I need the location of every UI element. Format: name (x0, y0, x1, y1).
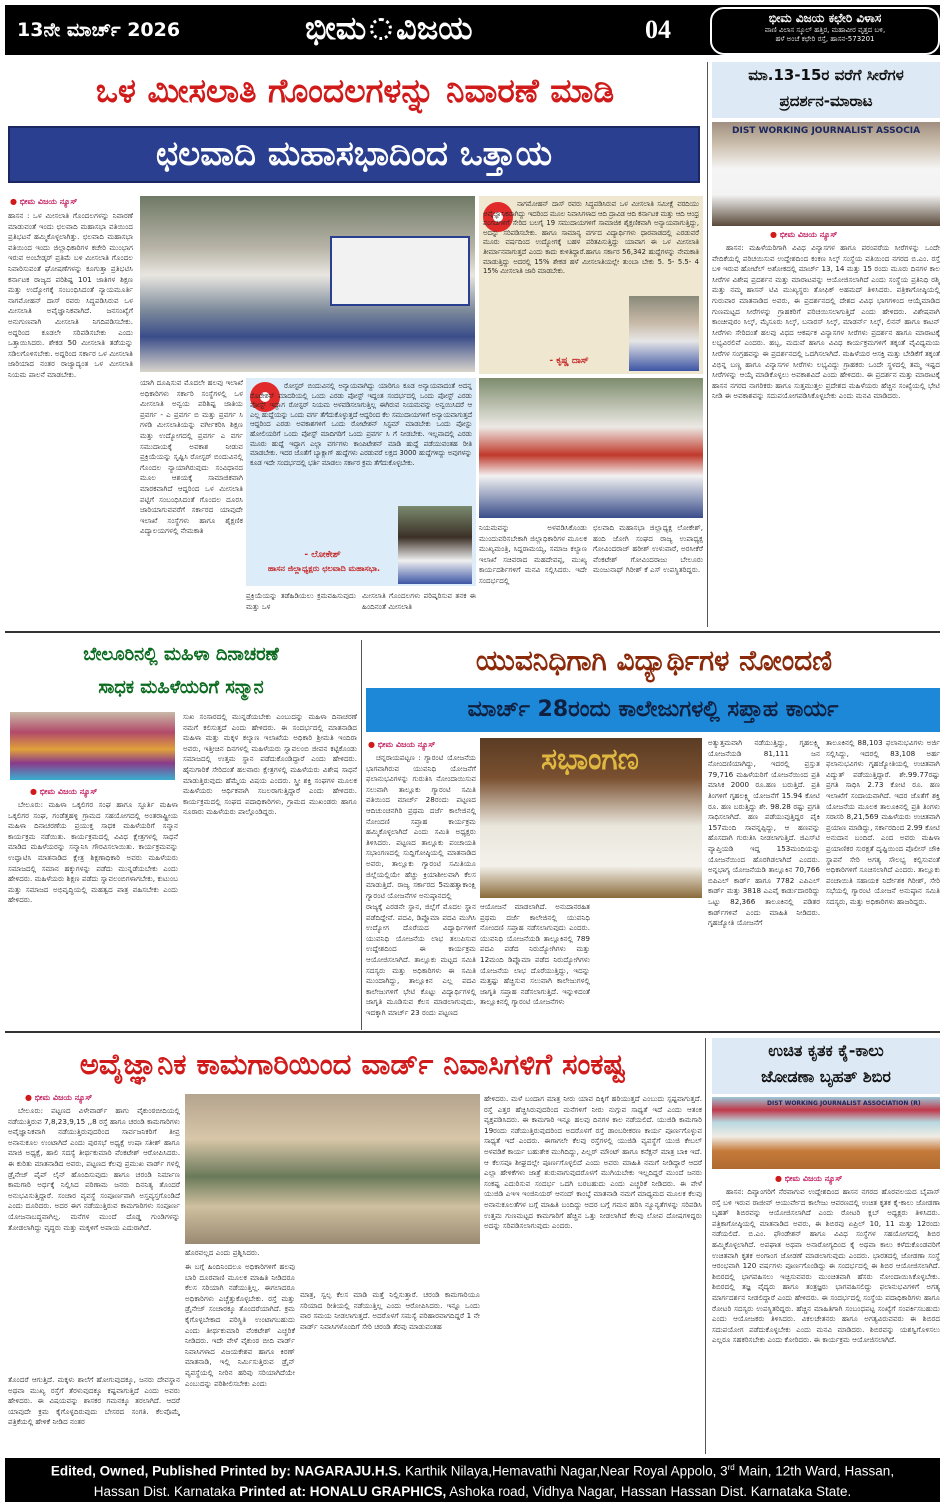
story4-byline: ● ಭೀಮ ವಿಜಯ ನ್ಯೂಸ್ (25, 1093, 175, 1103)
story1-body-col6: ಛಲವಾದಿ ಮಹಾಸಭಾ ಜಿಲ್ಲಾಧ್ಯಕ್ಷ ಲೋಕೇಶ್, ಹಂದಿ ಜೋಗಿ ಸಂಘದ ರಾಜ್ಯ ಉಪಾಧ್ಯಕ್ಷ ಗೋವಿಂದರಾಜ್ ಹರೀಶ್ ಉಳುವಾರೆ, ಅರಸೀಕೆರೆ ವೆಂಕಟೇಶ್ ಗೋವಿಂದರಾಜು ಬೇಲೂರು ಮಂಜುನಾಥ್ ಗಿರೀಶ್ ಕೆ ಎಸ್ ಉಪಸ್ಥಿತರಿದ್ದರು. (593, 523, 703, 575)
story1-headline: ಒಳ ಮೀಸಲಾತಿ ಗೊಂದಲಗಳನ್ನು ನಿವಾರಣೆ ಮಾಡಿ (95, 71, 615, 110)
story4-caption: ಹೊರವಲ್ಲದ ಎಂದು ಪ್ರಶ್ನಿಸಿದರು. (185, 1248, 260, 1257)
ward-inspection-photo (185, 1094, 480, 1244)
press-meet-photo (480, 738, 702, 898)
sidebar2-headline (712, 1038, 940, 1094)
imprint-address: Karthik Nilaya,Hemavathi Nagar,Near Royal Appolo, 3 (401, 1463, 728, 1479)
protest-photo (140, 196, 475, 372)
story2-body-col1: ಬೇಲೂರು: ಮಹಿಳಾ ಒಕ್ಕಲಿಗರ ಸಂಘ ಹಾಗೂ ಸ್ಫೂರ್ತಿ ಮಹಿಳಾ ಒಕ್ಕಲಿಗರ ಸಂಘ, ಗಂಡೆತ್ತಹಳ್ಳಿ ಗ್ರಾಮದ ಸಹಯೋಗದಲ್ಲಿ ಅಂತರಾಷ್ಟ್ರೀಯ ಮಹಿಳಾ ದಿನಾಚರಣೆಯ ಪ್ರಯುಕ್ತ ಸಾಧಕ ಮಹಿಳೆಯರಿಗೆ ಸನ್ಮಾನ ಕಾರ್ಯಕ್ರಮ ನಡೆಯಿತು. ಕಾರ್ಯಕ್ರಮದಲ್ಲಿ ವಿವಿಧ ಕ್ಷೇತ್ರಗಳಲ್ಲಿ ಸಾಧನೆ ಮಾಡಿದ ಮಹಿಳೆಯರನ್ನು ಸನ್ಮಾನಿಸಿ ಗೌರವಿಸಲಾಯಿತು. ಕಾರ್ಯಕ್ರಮವನ್ನು ಉದ್ಘಾಟಿಸಿ ಮಾತನಾಡಿದ ಕ್ಷೇತ್ರ ಶಿಕ್ಷಣಾಧಿಕಾರಿ ಅವರು ಮಹಿಳೆಯರು ಸಮಾಜದಲ್ಲಿ ಸಮಾನ ಹಕ್ಕುಗಳನ್ನು ಪಡೆದು ಮುನ್ನಡೆಯಬೇಕು ಎಂದು ಹೇಳಿದರು. ಮಹಿಳೆಯರು ಶಿಕ್ಷಣ ಪಡೆದು ಸ್ವಾವಲಂಬಿಗಳಾಗಬೇಕು, ಕುಟುಂಬ ಮತ್ತು ಸಮಾಜದ ಅಭಿವೃದ್ಧಿಯಲ್ಲಿ ಮಹತ್ವದ ಪಾತ್ರ ವಹಿಸಬೇಕು ಎಂದು ಹೇಳಿದರು. (8, 800, 178, 905)
protest-banner (330, 236, 470, 306)
ashoka-chakra-icon (370, 18, 392, 40)
story1-subhead: ಛಲವಾದಿ ಮಹಾಸಭಾದಿಂದ ಒತ್ತಾಯ (8, 126, 700, 183)
imprint-footer (5, 1458, 940, 1502)
story3-body-col2b: ಆಯೋಜನೆ ಮಾಡಲಾಗಿದೆ. ಅನುದಾನರಹಿತ ಪ್ರಥಮ ದರ್ಜೆ ಕಾಲೇಜಿನಲ್ಲಿ ಯುವನಿಧಿ ನೋಂದಣಿ ಸಪ್ತಾಹ ನಡೆಸಲಾಗುವುದು ಎಂದರು. ಯುವನಿಧಿ ಯೋಜನೆಯಡಿ ತಾಲ್ಲೂಕಿನಲ್ಲಿ 789 ಪದವಿ ಪಡೆದ ನಿರುದ್ಯೋಗಿಗಳು ಮತ್ತು 12ಮಂದಿ ಡಿಪ್ಲೊಮಾ ಪಡೆದ ನಿರುದ್ಯೋಗಿಗಳು ಯೋಜನೆಯ ಲಾಭ ದೊರೆಯುತ್ತಿದ್ದು, ಇದನ್ನು ಮತ್ತಷ್ಟು ಹೆಚ್ಚಿಸುವ ಸಲುವಾಗಿ ಕಾಲೇಜುಗಳಲ್ಲಿ ಜಾಗೃತಿ ಸಪ್ತಾಹ ನಡೆಸಲಾಗುತ್ತಿದೆ. ಇನ್ನುಳಿದಂತೆ ತಾಲ್ಲೂಕಿನಲ್ಲಿ ಗ್ಯಾರಂಟಿ ಯೋಜನೆಗಳು (480, 902, 590, 1007)
quote-signature-krishna-das: - ಕೃಷ್ಣ ದಾಸ್ (519, 356, 619, 366)
sidebar1-headline-line1: ಮಾ.13-15ರ ವರೆಗೆ ಸೀರೆಗಳ (748, 66, 904, 84)
office-title: ಭೀಮ ವಿಜಯ ಕಛೇರಿ ವಿಳಾಸ (768, 11, 882, 25)
sidebar2-photo-banner: DIST WORKING JOURNALIST ASSOCIATION (R) (767, 1100, 921, 1107)
imprint-printer-address: Ashoka road, Vidhya Nagar, Hassan Hassan Dist. Karnataka State. (446, 1483, 852, 1499)
quote-signature-lokesh: - ಲೋಕೇಶ್ (304, 550, 341, 560)
story1-body-col1: ಹಾಸನ : ಒಳ ಮೀಸಲಾತಿ ಗೊಂದಲಗಳನ್ನು ನಿವಾರಣೆ ಮಾಡುವಂತೆ ಇಂದು ಛಲವಾದಿ ಮಹಾಸಭಾ ವತಿಯಿಂದ ಪ್ರತಿಭಟನೆ ಹಮ್ಮಿಕೊಳ್ಳಲಾಗಿತ್ತು. ಛಲವಾದಿ ಮಹಾಸಭಾ ವತಿಯಿಂದ ಇಂದು ಜಿಲ್ಲಾಧಿಕಾರಿಗಳ ಕಚೇರಿ ಮುಂಭಾಗ ಇರುವ ಅಂಬೇಡ್ಕರ್ ಪ್ರತಿಮೆ ಬಳಿ ಮೀಸಲಾತಿ ಗೊಂದಲ ನಿವಾರಿಸುವಂತೆ ಘೋಷಣೆಗಳನ್ನು ಕೂಗುತ್ತಾ ಪ್ರತಿಭಟಿಸಿ ಕರ್ನಾಟಕ ರಾಜ್ಯದ ಪರಿಶಿಷ್ಟ 101 ಜಾತಿಗಳ ಶಿಕ್ಷಣ ಮತ್ತು ಉದ್ಯೋಗಕ್ಕೆ ಸಂಬಂಧಿಸಿದಂತೆ ನ್ಯಾಯಮೂರ್ತಿ ನಾಗಮೋಹನ್ ದಾಸ್ ರವರು ಸಿದ್ಧಪಡಿಸಿರುವ ಒಳ ಮೀಸಲಾತಿ ಅವೈಜ್ಞಾನಿಕವಾಗಿದೆ. ಜನಸಂಖ್ಯೆಗೆ ಅನುಗುಣವಾಗಿ ಮೀಸಲಾತಿ ನಿಗದಿಪಡಿಸಬೇಕು. ಅದ್ದರಿಂದ ಕೂಡಲೇ ಸರಿಪಡಿಸಬೇಕು ಎಂದು ಒತ್ತಾಯಿಸಿದರು. ಶೇಕಡ 50 ಮೀಸಲಾತಿ ತಡೆಯನ್ನು ಸಡಿಲಗೊಳಿಸಬೇಕು. ಅದ್ದರಿಂದ ಸರ್ಕಾರ ಒಳ ಮೀಸಲಾತಿ ಜಾರಿಯಾದ ನಂತರ ರಾಜ್ಯಾದ್ಯಂತ ಒಳ ಮೀಸಲಾತಿ ನಿಯಮ ಪಾಲನೆ ಮಾಡಬೇಕು. (8, 211, 133, 379)
story3-body-col3 (594, 902, 702, 1025)
story3-subhead: ಮಾರ್ಚ್ 28ರಂದು ಕಾಲೇಜುಗಳಲ್ಲಿ ಸಪ್ತಾಹ ಕಾರ್ಯ (366, 688, 940, 732)
story2-body-col2: ಸುಖ ಸಂಸಾರದಲ್ಲಿ ಮುನ್ನಡೆಯಬೇಕು ಎಂಬುದನ್ನು ಮಹಿಳಾ ದಿನಾಚರಣೆ ನಮಗೆ ಕಲಿಸುತ್ತದೆ ಎಂದು ಹೇಳಿದರು. ಈ ಸಂದರ್ಭದಲ್ಲಿ ಮಾತನಾಡಿದ ಮಹಿಳಾ ಮತ್ತು ಮಕ್ಕಳ ಕಲ್ಯಾಣ ಇಲಾಖೆಯ ಅಧಿಕಾರಿ ಶ್ರೀಮತಿ ಇಂದಿರಾ ಅವರು, ಇತ್ತೀಚಿನ ದಿನಗಳಲ್ಲಿ ಮಹಿಳೆಯರು ಸ್ವಾವಲಂಬಿ ಜೀವನ ಕಟ್ಟಿಕೊಂಡು ಸಮಾಜದಲ್ಲಿ ಉತ್ತಮ ಸ್ಥಾನ ಪಡೆದುಕೊಂಡಿದ್ದಾರೆ ಎಂದು ಹೇಳಿದರು. ಹೈನುಗಾರಿಕೆ ಸೇರಿದಂತೆ ಹಲವಾರು ಕ್ಷೇತ್ರಗಳಲ್ಲಿ ಮಹಿಳೆಯರು ವಿಶೇಷ ಸಾಧನೆ ಮಾಡುತ್ತಿರುವುದು ಹೆಮ್ಮೆಯ ವಿಷಯ ಎಂದರು. ಸ್ತ್ರೀ ಶಕ್ತಿ ಸಂಘಗಳ ಮೂಲಕ ಮಹಿಳೆಯರು ಆರ್ಥಿಕವಾಗಿ ಸಬಲರಾಗುತ್ತಿದ್ದಾರೆ ಎಂದು ಹೇಳಿದರು. ಕಾರ್ಯಕ್ರಮದಲ್ಲಿ ಸಂಘದ ಪದಾಧಿಕಾರಿಗಳು, ಗ್ರಾಮದ ಮುಖಂಡರು ಹಾಗೂ ನೂರಾರು ಮಹಿಳೆಯರು ಪಾಲ್ಗೊಂಡಿದ್ದರು. (183, 712, 357, 817)
sidebar2-headline-line1: ಉಚಿತ ಕೃತಕ ಕೈ-ಕಾಲು (768, 1041, 884, 1060)
imprint-address-tail: Main, 12th Ward, Hassan, (734, 1463, 895, 1479)
story1-body-col5: ನಿಯಮವನ್ನು ಅಳವಡಿಸಿಕೊಂಡು ಮುಂದುವರಿಸಬೇಕಾಗಿ ಜಿಲ್ಲಾಧಿಕಾರಿಗಳ ಮೂಲಕ ಮುಖ್ಯಮಂತ್ರಿ, ಸಿದ್ದರಾಮಯ್ಯ, ಸಮಾಜ ಕಲ್ಯಾಣ ಇಲಾಖೆ ಸಚಿವರಾದ ಮಹದೇವಪ್ಪ, ಮುಖ್ಯ ಕಾರ್ಯದರ್ಶಿಗಳಿಗೆ ಮನವಿ ಸಲ್ಲಿಸಿದರು. ಇದೇ ಸಂದರ್ಭದಲ್ಲಿ (479, 523, 587, 585)
section-divider (5, 631, 940, 633)
story2-byline: ● ಭೀಮ ವಿಜಯ ನ್ಯೂಸ್ (30, 787, 170, 797)
story1-body-col3: ಪ್ರಕ್ರಿಯೆಯನ್ನು ತಡೆಹಿಡಿಯಲು ಕ್ರಮವಹಿಸುವುದು ಮತ್ತು ಒಳ (246, 591, 356, 611)
saree-press-photo (712, 122, 940, 226)
story1-byline: ● ಭೀಮ ವಿಜಯ ನ್ಯೂಸ್ (10, 197, 135, 207)
quote-text-krishna-das: ನಾಗಮೋಹನ್ ದಾಸ್ ರವರು ಸಿದ್ಧಪಡಿಸಿರುವ ಒಳ ಮೀಸಲಾತಿ ಸಮೀಕ್ಷೆ ವರದಿಯು ಅವೈಜ್ಞಾನಿಕವಾಗಿದ್ದು ಇದರಿಂದ ಮೂಲ ನಿವಾಸಿಗಳಾದ ಆದಿ ದ್ರಾವಿಡ ಆದಿ ಕರ್ನಾಟಕ ಮತ್ತು ಆದಿ ಆಂಧ್ರ ಪಂಗಡಗಳಿಗೆ ಸೇರಿದ ಬಲಗೈ 19 ಸಮುದಾಯಗಳಿಗೆ ಸಾಮಾಜಿಕ ಶೈಕ್ಷಣಿಕವಾಗಿ ಅನ್ಯಾಯವಾಗುತ್ತಿದ್ದು, ಅದನ್ನು ಸರಿಪಡಿಸಬೇಕು. ಹಾಗೂ ಸಾಮಾನ್ಯ ವರ್ಗದ ವಿದ್ಯಾರ್ಥಿಗಳು ಧಾರವಾಡದಲ್ಲಿ ಎರಡುವರೆ ಮೂರು ವರ್ಷದಿಂದ ಉದ್ಯೋಗಕ್ಕೆ ಬಹಳ ಪರಿತಪಿಸುತ್ತಿದ್ದು ಯಾವಾಗ ಈ ಒಳ ಮೀಸಲಾತಿ ತೀರ್ಮಾನವಾಗುತ್ತದೆ ಎಂದು ಕಾದು ಕುಳಿತಿದ್ದಾರೆ.ಹಾಗೂ ಸರ್ಕಾರ 56,342 ಹುದ್ದೆಗಳನ್ನು ನೇಮಕಾತಿ ಮಾಡುತ್ತಿದ್ದು ಅದರಲ್ಲಿ 15% ಶೇಕಡ ಹಳೆ ಮೀಸಲಾತಿಯಲ್ಲೇ ತುಂಬಾ ಬೇಕು 5. 5- 5.5- 4 15% ಮೀಸಲಾತಿ ಜಾರಿ ಮಾಡಬೇಕು. (483, 200, 699, 276)
sidebar1-headline (712, 62, 940, 118)
memorandum-photo (479, 378, 703, 518)
story3-body-col1: ಚನ್ನರಾಯಪಟ್ಟಣ : ಗ್ಯಾರಂಟಿ ಯೋಜನೆಯ ಭಾಗವಾಗಿರುವ ಯುವನಿಧಿ ಯೋಜನೆಗೆ ಫಲಾನುಭವಿಗಳನ್ನು ಗುರುತಿಸಿ ನೋಂದಾಯಿಸುವ ಸಲುವಾಗಿ ತಾಲ್ಲೂಕು ಗ್ಯಾರಂಟಿ ಸಮಿತಿ ವತಿಯಿಂದ ಮಾರ್ಚ್ 28ರಂದು ಪಟ್ಟಣದ ಆದಿಚುಂಚನಗಿರಿ ಪ್ರಥಮ ದರ್ಜೆ ಕಾಲೇಜಿನಲ್ಲಿ ನೋಂದಣಿ ಸಪ್ತಾಹ ಕಾರ್ಯಕ್ರಮ ಹಮ್ಮಿಕೊಳ್ಳಲಾಗಿದೆ ಎಂದು ಸಮಿತಿ ಅಧ್ಯಕ್ಷರು ತಿಳಿಸಿದರು. ಪಟ್ಟಣದ ತಾಲ್ಲೂಕು ಪಂಚಾಯತಿ ಸಭಾಂಗಣದಲ್ಲಿ ಸುದ್ದಿಗೋಷ್ಠಿಯಲ್ಲಿ ಮಾತನಾಡಿದ ಅವರು, ತಾಲ್ಲೂಕು ಗ್ಯಾರಂಟಿ ಸಮಿತಿಯೂ ಜಿಲ್ಲೆಯಲ್ಲಿಯೇ ಹೆಚ್ಚು ಕ್ರಿಯಾಶೀಲವಾಗಿ ಕೆಲಸ ಮಾಡುತ್ತಿದೆ. ರಾಜ್ಯ ಸರ್ಕಾರದ 5ಮಹತ್ವಾಕಾಂಕ್ಷಿ ಗ್ಯಾರಂಟಿ ಯೋಜನೆಗಳ ಅನುಷ್ಠಾನದಲ್ಲಿ (366, 753, 476, 900)
story1-body-col2: ಯಾಗಿ ದೂಷಿಸುವ ಮೊದಲೇ ಹಲವು ಇಲಾಖೆ ಅಧಿಕಾರಿಗಳು ಸರ್ಕಾರಿ ಸಂಸ್ಥೆಗಳಲ್ಲಿ ಒಳ ಮೀಸಲಾತಿ ಅನ್ವಯ ಪರಿಶಿಷ್ಟ ಜಾತಿಯ ಪ್ರವರ್ಗ - ಎ ಪ್ರವರ್ಗ ಬಿ ಮತ್ತು ಪ್ರವರ್ಗ ಸಿ ಗಳಡಿ ಮೀಸಲಾತಿಯನ್ನು ವರ್ಗೀಕರಿಸಿ ಶಿಕ್ಷಣ ಮತ್ತು ಉದ್ಯೋಗದಲ್ಲಿ ಪ್ರವರ್ಗ ಎ ವರ್ಗ ಸಮುದಾಯಕ್ಕೆ ಅವಕಾಶ ನೀಡುವ ಪ್ರಕ್ರಿಯೆಯನ್ನು ಸೃಷ್ಟಿಸಿ ರೋಸ್ಟರ್ ಬಿಂದುವಿನಲ್ಲಿ ಗೊಂದಲ ನ್ಯಾಯಾಗಿರುವುದು ಸಂವಿಧಾನದ ಮೂಲ ಆಶಯಕ್ಕೆ ಸಾಮಾಜಿಕವಾಗಿ ಮಾರಕವಾಗಿದೆ ಆದ್ದರಿಂದ ಒಳ ಮೀಸಲಾತಿ ಪಟ್ಟಿಗೆ ಸಂಬಂಧಿಸಿದಂತೆ ಗೊಂದಲ ದೂರಸಿ ಜಾರಿಯಾಗುವವರೆಗೆ ಸರ್ಕಾರದ ಯಾವುದೇ ಇಲಾಖೆ ಸಂಸ್ಥೆಗಳು ಹಾಗೂ ಶೈಕ್ಷಣಿಕ ವಿದ್ಯಾಲಯಗಳಲ್ಲಿ ನೇಮಕಾತಿ (140, 378, 243, 536)
story1-body-col4: ಮೀಸಲಾತಿ ಗೊಂದಲಗಳು ಪರಿಷ್ಕರಿಸುವ ತನಕ ಈ ಹಿಂದಿನಂತೆ ಮೀಸಲಾತಿ (362, 591, 476, 611)
logo-text-left: ಭೀಮ (305, 9, 367, 47)
section-divider (5, 1031, 940, 1033)
imprint-line1 (5, 1458, 940, 1482)
imprint-publisher: Edited, Owned, Published Printed by: NAGARAJU.H.S. (50, 1463, 402, 1479)
sidebar1-body: ಹಾಸನ: ಮಹಿಳೆಯರಿಗಾಗಿ ವಿವಿಧ ವಿನ್ಯಾಸಗಳ ಹಾಗೂ ಪರಂಪರೆಯ ಸೀರೆಗಳನ್ನು ಒಂದೇ ವೇದಿಕೆಯಲ್ಲಿ ಪರಿಚಯಿಸುವ ಉದ್ದೇಶದಿಂದ ಕಂಕಣ ಸಿಲ್ಕ್ ಸಂಸ್ಥೆಯ ವತಿಯಿಂದ ನಗರದ ಬಿ.ಎಂ. ರಸ್ತೆ ಬಳಿ ಇರುವ ಹೋಟೆಲ್ ಅಶೋಕದಲ್ಲಿ ಮಾರ್ಚ್ 13, 14 ಮತ್ತು 15 ರಂದು ಮೂರು ದಿನಗಳ ಕಾಲ ಸೀರೆಗಳ ವಿಶೇಷ ಪ್ರದರ್ಶನ ಮತ್ತು ಮಾರಾಟವನ್ನು ಆಯೋಜಿಸಲಾಗಿದೆ ಎಂದು ಸಂಸ್ಥೆಯ ಪ್ರತಿನಿಧಿ ರಶ್ಮಿ ಮತ್ತು ನಮ್ಮ ಹಾಸನ್ ಟಿವಿ ಮುಖ್ಯಸ್ಥರು ತೋಫಿಕ್ ಅಹಮದ್ ತಿಳಿಸಿದರು. ಪತ್ರಿಕಾಗೋಷ್ಠಿಯಲ್ಲಿ ಗುರುವಾರ ಮಾತನಾಡಿದ ಅವರು, ಈ ಪ್ರದರ್ಶನದಲ್ಲಿ ದೇಶದ ವಿವಿಧ ಭಾಗಗಳಿಂದ ಆಯ್ಕೆಮಾಡಿದ ಗುಣಮಟ್ಟದ ಸೀರೆಗಳನ್ನು ಗ್ರಾಹಕರಿಗೆ ಪರಿಚಯಿಸಲಾಗುತ್ತಿದೆ ಎಂದು ಹೇಳಿದರು. ವಿಶೇಷವಾಗಿ ಕಾಂಚೀಪುರಂ ಸಿಲ್ಕ್, ಮೈಸೂರು ಸಿಲ್ಕ್, ಬನಾರಸ್ ಸಿಲ್ಕ್, ಮಾಡರ್ನ್ ಸಿಲ್ಕ್, ಲಿನನ್ ಹಾಗೂ ಕಾಟನ್ ಸೀರೆಗಳು ಸೇರಿದಂತೆ ಹಲವು ವಿಧದ ಆಕರ್ಷಕ ವಿನ್ಯಾಸಗಳ ಸೀರೆಗಳು ಪ್ರದರ್ಶನ ಹಾಗೂ ಮಾರಾಟಕ್ಕೆ ಲಭ್ಯವಿರಲಿವೆ ಎಂದರು. ಹಬ್ಬ, ಮದುವೆ ಹಾಗೂ ವಿವಿಧ ಕಾರ್ಯಕ್ರಮಗಳಿಗೆ ತಕ್ಕಂತೆ ವೈವಿಧ್ಯಮಯ ಸೀರೆಗಳ ಸಂಗ್ರಹವನ್ನು ಈ ಪ್ರದರ್ಶನದಲ್ಲಿ ಒದಗಿಸಲಾಗಿದೆ. ಮಹಿಳೆಯರ ಆಸಕ್ತಿ ಮತ್ತು ಬೇಡಿಕೆಗೆ ತಕ್ಕಂತೆ ವಿಭಿನ್ನ ಬಣ್ಣ ಹಾಗೂ ವಿನ್ಯಾಸಗಳ ಸೀರೆಗಳು ಲಭ್ಯವಿದ್ದು ಗ್ರಾಹಕರು ಒಂದೇ ಸ್ಥಳದಲ್ಲಿ ತಮ್ಮ ಇಷ್ಟದ ಸೀರೆಗಳನ್ನು ಆಯ್ಕೆ ಮಾಡಿಕೊಳ್ಳಲು ಅವಕಾಶವಿದೆ ಎಂದು ಹೇಳಿದರು. ಈ ಪ್ರದರ್ಶನ ಮತ್ತು ಮಾರಾಟಕ್ಕೆ ಹಾಸನ ನಗರದ ನಾಗರಿಕರು ಹಾಗೂ ಸುತ್ತಮುತ್ತಲ ಪ್ರದೇಶದ ಮಹಿಳೆಯರು ಹೆಚ್ಚಿನ ಸಂಖ್ಯೆಯಲ್ಲಿ ಭೇಟಿ ನೀಡಿ ಈ ಅವಕಾಶವನ್ನು ಸದುಪಯೋಗಪಡಿಸಿಕೊಳ್ಳಬೇಕು ಎಂದು ಮನವಿ ಮಾಡಿದರು. (712, 243, 940, 401)
imprint-printer: Printed at: HONALU GRAPHICS, (239, 1483, 447, 1499)
story4-body-col1: ಬೇಲೂರು: ಪಟ್ಟಣದ ವಿಳೇವಾರ್ಡ್ ಹಾಗು ವೈಕುಂಠಬೀದಿಯಲ್ಲಿ ನಡೆಯುತ್ತಿರುವ 7,8,23,9,15 ,,8 ರಸ್ತೆ ಹಾಗೂ ಚರಂಡಿ ಕಾಮಗಾರಿಗಳು ಅವೈಜ್ಞಾನಿಕವಾಗಿ ನಡೆಯುತ್ತಿರುವುದರಿಂದ ಸಾರ್ವಜನಿಕರಿಗೆ ತೀವ್ರ ಅನಾನುಕೂಲ ಉಂಟಾಗಿದೆ ಎಂದು ಪುರಸಭೆ ಅಧ್ಯಕ್ಷೆ ಉಷಾ ಸತೀಶ್ ಹಾಗೂ ಮಾಜಿ ಅಧ್ಯಕ್ಷೆ, ಹಾಲಿ ಸದಸ್ಯೆ ತೀರ್ಥಕುಮಾರಿ ವೆಂಕಟೇಶ್ ಆರೋಪಿಸಿದರು. ಈ ಕುರಿತು ಮಾತನಾಡಿದ ಅವರು, ಪಟ್ಟಣದ ಕೆಲವು ಪ್ರಮುಖ ವಾರ್ಡ್ ಗಳಲ್ಲಿ ಡ್ರೈನೇಜ್ ಪೈಪ್ ಲೈನ್ ಹೊಂದಿಸುವುದು ಹಾಗೂ ಚರಂಡಿ ನಿರ್ಮಾಣ ಕಾಮಗಾರಿ ಅರ್ಧಕ್ಕೆ ನಿಲ್ಲಿಸಿದ ಪರಿಣಾಮ ಜನರು ದಿನನಿತ್ಯ ತೊಂದರೆ ಅನುಭವಿಸುತ್ತಿದ್ದಾರೆ. ಸಂಚಾರ ವ್ಯವಸ್ಥೆ ಸಂಪೂರ್ಣವಾಗಿ ಅಸ್ತವ್ಯಸ್ತಗೊಂಡಿದೆ ಎಂದು ದೂರಿದರು. ಅದರ ಈಗ ನಡೆಯುತ್ತಿರುವ ಕಾಮಗಾರಿಗಳು ಸಂಪೂರ್ಣ ಯೋಜನಾಬದ್ಧವಾಗಿಲ್ಲ. ಮನೆಗಳ ಮುಂದೆ ದೊಡ್ಡ ಗುಂಡಿಗಳನ್ನು ತೋಡಲಾಗಿದ್ದು ವೃದ್ಧರು ಮತ್ತು ಮಕ್ಕಳಿಗೆ ಅಪಾಯ ಎದುರಾಗಿದೆ. (8, 1106, 180, 1232)
imprint-superscript: rd (727, 1463, 735, 1472)
story2-headline-line2: ಸಾಧಕ ಮಹಿಳೆಯರಿಗೆ ಸನ್ಮಾನ (98, 677, 264, 698)
sidebar1-headline-line2: ಪ್ರದರ್ಶನ-ಮಾರಾಟ (779, 92, 873, 110)
story2-headline (5, 638, 357, 708)
story3-byline: ● ಭೀಮ ವಿಜಯ ನ್ಯೂಸ್ (368, 740, 478, 750)
quote-designation-lokesh: ಹಾಸನ ಜಿಲ್ಲಾಧ್ಯಕ್ಷರು ಛಲವಾದಿ ಮಹಾಸಭಾ. (267, 564, 381, 573)
story4-body-col4: ಮಾತ್ರ, ಸ್ವಲ್ಪ ಕೆಲಸ ಮಾಡಿ ಮತ್ತೆ ನಿಲ್ಲಿಸುತ್ತಾರೆ. ಚರಂಡಿ ಕಾಮಗಾರಿಯೂ ಸರಿಯಾದ ರೀತಿಯಲ್ಲಿ ನಡೆಯುತ್ತಿಲ್ಲ ಎಂದು ಆರೋಪಿಸಿದರು. ಇನ್ನೂ ಒಂದು ವಾರ ಸಮಯ ನೀಡಲಾಗುತ್ತದೆ. ಅದರೊಳಗೆ ಸಮಸ್ಯೆ ಪರಿಹಾರವಾಗದಿದ್ದರೆ 1 ನೇ ವಾರ್ಡ್ ನಿವಾಸಿಗಳೊಂದಿಗೆ ಸೇರಿ ಚರಂಡಿ ತೆರವು ಮಾಡುವಂತಹ (300, 1290, 480, 1331)
office-address-box (710, 7, 940, 55)
krishna-das-photo (629, 296, 699, 371)
story3-body-col4: ಅತ್ಯುತ್ತಮವಾಗಿ ನಡೆಯುತ್ತಿದ್ದು, ಗೃಹಲಕ್ಷ್ಮಿ ಯೋಜನೆಯಡಿ 81,111 ಜನ ನೋಂದಣಿಯಾಗಿದ್ದು, ಇದರಲ್ಲಿ ಪ್ರಸ್ತುತ 79,716 ಮಹಿಳೆಯರಿಗೆ ಯೋಜನೆಯಿಂದ ಪ್ರತಿ ಮಾಸಿಕ 2000 ರೂ.ಹಣ ಬರುತ್ತಿದೆ. ಪ್ರತಿ ತಿಂಗಳಿಗೆ ಗೃಹಲಕ್ಷ್ಮಿ ಯೋಜನೆಗೆ 15.94 ಕೋಟಿ ರೂ. ಹಣ ಬರುತ್ತಿದ್ದು ಶೇ. 98.28 ರಷ್ಟು ಪ್ರಗತಿ ಸಾಧಿಸಲಾಗಿದೆ. ಹಣ ಪಡೆಯುವುತ್ತಿದ್ದರ ಪೈಕಿ 157ಮಂದಿ ಸಾವನ್ನಪ್ಪಿದ್ದು, ಆ ಹಣವನ್ನು ಹೊಸದಾಗಿ ಗುರುತಿಸಿ ನೀಡಲಾಗುತ್ತಿದೆ. ಜಿಎಸ್‌ಟಿ ವ್ಯಾಪ್ತಿಯಡಿ ಇದ್ದ 153ಮಂದಿಯನ್ನು ಯೋಜನೆಯಿಂದ ಹೊರಗಿಡಲಾಗಿದೆ ಎಂದರು. ಅನ್ನಭಾಗ್ಯ ಯೋಜನೆಯಡಿ ತಾಲ್ಲೂಕಿನ 70,766 ಬಿಪಿಎಲ್ ಕಾರ್ಡ್ ಹಾಗೂ 7782 ಎಪಿಎಲ್ ಕಾರ್ಡ್ ಮತ್ತು 3818 ಎಎವೈ ಕಾರ್ಡುದಾರರಿದ್ದು ಒಟ್ಟು 82,366 ತಾಲೂಕಿನಲ್ಲಿ ಪಡಿತರ ಕಾರ್ಡ್‌ಗಳಿವೆ ಎಂದು ಮಾಹಿತಿ ನೀಡಿದರು. ಗೃಹಜ್ಯೋತಿ ಯೋಜನೆಗೆ (708, 738, 820, 928)
quote-text-lokesh: ರೋಸ್ಟರ್ ಬಿಂದುವಿನಲ್ಲಿ ಅನ್ಯಾಯವಾಗಿದ್ದು ಯಾರಿಗೂ ಕೂಡ ಅನ್ಯಾಯವಾದಂತೆ ಅದನ್ನ ರೊಟೇಶನ್ ಮಾದರಿಯಲ್ಲಿ ಒಂದು ಎರಡು ಪೋಸ್ಟ್ ಇದ್ದಂತ ಸಂದರ್ಭದಲ್ಲಿ ಒಂದು ಪೋಸ್ಟ್ ಎರಡು ಪೋಸ್ಟ್ ಇದ್ದಾಗ ರೋಸ್ಟರ್ ನಿಯಮ ಅಳವಡಿಸಲಾಗುತ್ತಿಲ್ಲ ಈಗಿರುವ ನಿಯಮವನ್ನು ಅನ್ವಯಿಸಿದರೆ ಆ ಎಲ್ಲ ಹುದ್ದೆಯನ್ನು ಒಂದು ವರ್ಗ ತೆಗೆದುಕೊಳ್ಳುತ್ತದೆ ಆದ್ದರಿಂದ ಕೆಲ ಸಮುದಾಯಗಳಿಗೆ ಅನ್ಯಾಯವಾಗುತ್ತದೆ ಆದ್ದರಿಂದ ಎರಡು ಅವಕಾಶಗಳಿಗೆ ಒಂದು ರೋಟೇಶನ್ ಸಿಸ್ಟಮ್ ಮಾಡಬೇಕು ಒಂದು ಪೋಸ್ಟು ಹೋಲಿಯರಿಗೆ ಒಂದು ಪೋಸ್ಟ್ ಮಾದಿಗರಿಗೆ ಒಂದು ಪ್ರವರ್ಗ ಸಿ ಗೆ ನೀಡಬೇಕು. ಇಲ್ಲವಾದಲ್ಲಿ ಎರಡು ಮೂರು ಹುದ್ದೆ ಇದ್ದಾಗ ಎಲ್ಲಾ ವರ್ಗಗಳು ಕಾಂಪಿಟೇಶನ್ ಮಾಡಿ ಹುದ್ದೆ ಪಡೆಯುವಂತಹ ರೀತಿ ಮಾಡಬೇಕು. ಇದರ ಜೊತೆಗೆ ಬ್ಯಾಕ್ಲಾಗ್ ಹುದ್ದೆಗಳು ಎರಡುವರೆ ಲಕ್ಷದ 3000 ಹುದ್ದೆಗಳಿದ್ದು ಅವುಗಳನ್ನು ಕೂಡ ಇದೇ ಸಂದರ್ಭದಲ್ಲಿ ಭರ್ತಿ ಮಾಡಲು ಸರ್ಕಾರ ಕ್ರಮ ತೆಗೆದುಕೊಳ್ಳಬೇಕು. (250, 382, 472, 467)
sidebar2-body: ಹಾಸನ: ದಿವ್ಯಾಂಗರಿಗೆ ನೆರವಾಗುವ ಉದ್ದೇಶದಿಂದ ಹಾಸನ ನಗರದ ಹೊರವಲಯದ ಬೈಪಾಸ್ ರಸ್ತೆ ಬಳಿ ಇರುವ ರಾಜೀವ್ ಆಯುರ್ವೇದ ಕಾಲೇಜು ಆವರಣದಲ್ಲಿ ಉಚಿತ ಕೃತಕ ಕೈ-ಕಾಲು ಜೋಡಣಾ ಬೃಹತ್ ಶಿಬಿರವನ್ನು ಆಯೋಜಿಸಲಾಗಿದೆ ಎಂದು ರೋಟರಿ ಕ್ಲಬ್ ಅಧ್ಯಕ್ಷರು ತಿಳಿಸಿದರು. ಪತ್ರಿಕಾಗೋಷ್ಠಿಯಲ್ಲಿ ಮಾತನಾಡಿದ ಅವರು, ಈ ಶಿಬಿರವು ಏಪ್ರಿಲ್ 10, 11 ಮತ್ತು 12ರಂದು ನಡೆಯಲಿದೆ. ಬಿ.ಎಂ. ಫೌಂಡೇಶನ್ ಹಾಗೂ ವಿವಿಧ ಸಂಸ್ಥೆಗಳ ಸಹಯೋಗದಲ್ಲಿ ಶಿಬಿರ ಹಮ್ಮಿಕೊಳ್ಳಲಾಗಿದೆ. ಅಪಘಾತ ಅಥವಾ ಅನಾರೋಗ್ಯದಿಂದ ಕೈ ಅಥವಾ ಕಾಲು ಕಳೆದುಕೊಂಡವರಿಗೆ ಉಚಿತವಾಗಿ ಕೃತಕ ಅಂಗಾಂಗ ಜೋಡಣೆ ಮಾಡಲಾಗುವುದು ಎಂದರು. ಭಾರತದಲ್ಲಿ ಜೋಡಣಾ ಸಂಸ್ಥೆ ಆರಂಭವಾಗಿ 120 ವರ್ಷಗಳು ಪೂರ್ಣಗೊಂಡಿದ್ದು ಈ ಸಂದರ್ಭದಲ್ಲಿ ಈ ಶಿಬಿರ ಆಯೋಜಿಸಲಾಗಿದೆ. ಶಿಬಿರದಲ್ಲಿ ಭಾಗವಹಿಸಲು ಇಚ್ಛಿಸುವವರು ಮುಂಚಿತವಾಗಿ ಹೆಸರು ನೋಂದಾಯಿಸಿಕೊಳ್ಳಬೇಕು. ಶಿಬಿರದಲ್ಲಿ ತಜ್ಞ ವೈದ್ಯರು ಹಾಗೂ ತಂತ್ರಜ್ಞರು ಭಾಗವಹಿಸಲಿದ್ದು ಫಲಾನುಭವಿಗಳಿಗೆ ಅಗತ್ಯ ಮಾರ್ಗದರ್ಶನ ನೀಡಲಿದ್ದಾರೆ ಎಂದು ಹೇಳಿದರು. ಈ ಸಂದರ್ಭದಲ್ಲಿ ಸಂಸ್ಥೆಯ ಪದಾಧಿಕಾರಿಗಳು ಹಾಗೂ ರೋಟರಿ ಸದಸ್ಯರು ಉಪಸ್ಥಿತರಿದ್ದರು. ಹೆಚ್ಚಿನ ಮಾಹಿತಿಗಾಗಿ ಸಂಬಂಧಪಟ್ಟ ಸಂಖ್ಯೆಗೆ ಸಂಪರ್ಕಿಸಬಹುದು ಎಂದು ಆಯೋಜಕರು ತಿಳಿಸಿದರು. ವಿಕಲಚೇತನರು ಹಾಗೂ ಅಗತ್ಯವಿರುವವರು ಈ ಶಿಬಿರದ ಸದುಪಯೋಗ ಪಡೆದುಕೊಳ್ಳಬೇಕು ಎಂದು ಮನವಿ ಮಾಡಿದರು. ಶಿಬಿರವನ್ನು ಯಶಸ್ವಿಗೊಳಿಸಲು ಎಲ್ಲರೂ ಸಹಕರಿಸಬೇಕು ಎಂದು ಕೋರಿದರು. ಈ ಕಾರ್ಯಕ್ರಮ ಆಯೋಜಿಸಲಾಗಿದೆ. (712, 1187, 940, 1345)
sabhangana-sign: ಸಭಾಂಗಣ (541, 742, 639, 777)
story4-body-col2b: ತೊಂದರೆ ಆಗುತ್ತಿದೆ. ಮಕ್ಕಳು ಶಾಲೆಗೆ ಹೋಗುವುದಕ್ಕೂ, ಜನರು ದೇವಸ್ಥಾನ ಅಥವಾ ಮುಖ್ಯ ರಸ್ತೆಗೆ ತೆರಳುವುದಕ್ಕೂ ಕಷ್ಟವಾಗುತ್ತಿದೆ ಎಂದು ಅವರು ಹೇಳಿದರು. ಈ ವಿಷಯವನ್ನು ಶಾಸಕರ ಗಮನಕ್ಕೂ ತರಲಾಗಿದೆ. ಆದರೆ ಯಾವುದೇ ಕ್ರಮ ಕೈಗೊಳ್ಳದಿರುವುದು ಬೇಸರದ ಸಂಗತಿ. ಕೆಲವೊಮ್ಮೆ ಪತ್ರಿಕೆಯಲ್ಲಿ ಹೇಳಿಕೆ ನೀಡಿದ ನಂತರ (8, 1375, 180, 1427)
sidebar2-headline-line2: ಜೋಡಣಾ ಬೃಹತ್ ಶಿಬಿರ (761, 1067, 891, 1086)
story3-body-col5: ತಾಲೂಕಿನಲ್ಲಿ 88,103 ಫಲಾನುಭವಿಗಳು ಅರ್ಜಿ ಸಲ್ಲಿಸಿದ್ದು, ಇದರಲ್ಲಿ 83,108 ಅರ್ಹ ಫಲಾನುಭವಿಗಳು ಗೃಹಜ್ಯೋತಿಯಲ್ಲಿ ಉಚಿತವಾಗಿ ವಿದ್ಯುತ್ ಪಡೆಯುತ್ತಿದ್ದಾರೆ. ಶೇ.99.77ರಷ್ಟು ಪ್ರಗತಿ ಸಾಧಿಸಿ 2.73 ಕೋಟಿ ರೂ. ಹಣ ಇಲಾಖೆಗೆ ಸಂದಾಯವಾಗಿದೆ. ಇದರ ಜೊತೆಗೆ ಶಕ್ತಿ ಯೋಜನೆಯ ಮೂಲಕ ತಾಲೂಕಿನಲ್ಲಿ ಪ್ರತಿ ತಿಂಗಳು ಸರಾಸರಿ 8,21,569 ಮಹಿಳೆಯರು ಉಚಿತವಾಗಿ ಪ್ರಯಾಣ ಮಾಡಿದ್ದು, ಸರ್ಕಾರದಿಂದ 2.99 ಕೋಟಿ ಅನುದಾನ ಬಂದಿದೆ. ಎಂದ ಅವರು ಮಹಿಳಾ ಪ್ರಯಾಣಿಕರ ಸುರಕ್ಷತೆ ದೃಷ್ಟಿಯಿಂದ ಪೊಲೀಸ್ ಚೌಕಿ ಸ್ಥಾಪನೆ ಸೇರಿ ಅಗತ್ಯ ಸೌಲಭ್ಯ ಕಲ್ಪಿಸುವಂತೆ ಅಧಿಕಾರಿಗಳಿಗೆ ಸೂಚಿಸಲಾಗಿದೆ ಎಂದರು. ತಾಲ್ಲೂಕು ಪಂಚಾಯಿತಿ ಸಹಾಯಕ ನಿರ್ದೇಶಕ ಗಿರೀಶ್, ಸೇರಿ ಸಭೆಯಲ್ಲಿ ಗ್ಯಾರಂಟಿ ಯೋಜನೆ ಅನುಷ್ಠಾನ ಸಮಿತಿ ಸದಸ್ಯರು, ಮತ್ತು ಅಧಿಕಾರಿಗಳು ಹಾಜರಿದ್ದರು. (826, 738, 940, 906)
logo-text-right: ವಿಜಯ (396, 9, 473, 47)
issue-date: 13ನೇ ಮಾರ್ಚ್ 2026 (17, 19, 181, 41)
story4-body-col3: ಈ ಬಗ್ಗೆ ಹಿಂದಿನಿಂದಲೂ ಅಧಿಕಾರಿಗಳಿಗೆ ಹಲವು ಬಾರಿ ದೂರವಾಣಿ ಮೂಲಕ ಮಾಹಿತಿ ನೀಡಿದರೂ ಕೆಲಸ ಸರಿಯಾಗಿ ನಡೆಯುತ್ತಿಲ್ಲ. ಈಗಲಾದರೂ ಅಧಿಕಾರಿಗಳು ಎಚ್ಚೆತ್ತುಕೊಳ್ಳಬೇಕು. ರಸ್ತೆ ಮತ್ತು ಡ್ರೈನೇಜ್ ಸಂಚಾರಕ್ಕೂ ತೊಂದರೆಯಾಗಿದೆ. ಕ್ರಮ ಕೈಗೊಳ್ಳಬೇಕಾದ ಪರಿಸ್ಥಿತಿ ಉಂಟಾಗಬಹುದು ಎಂದು ತೀರ್ಥಕುಮಾರಿ ವೆಂಕಟೇಶ್ ಎಚ್ಚರಿಕೆ ನೀಡಿದರು. ಇದೇ ವೇಳೆ ವೈಕುಂಠ ಬೀದಿ ವಾರ್ಡ್ ನಿವಾಸಿಗಳಾದ ವಿಜಯಕೇಶವ ಹಾಗೂ ಕಿರಣ್ ಮಾತನಾಡಿ, ಇಲ್ಲಿ ನಿರ್ಮಿಸುತ್ತಿರುವ ಡ್ರೈನ್ ವ್ಯವಸ್ಥೆಯಲ್ಲಿ ನೀರಿನ ಹರಿವು ಸರಿಯಾಗಿದೆಯೇ ಎಂಬುದನ್ನು ಪರಿಶೀಲಿಸಬೇಕು ಎಂದು (185, 1262, 295, 1388)
camp-press-photo (712, 1097, 940, 1169)
column-divider (705, 1038, 706, 1454)
story3-headline: ಯುವನಿಧಿಗಾಗಿ ವಿದ್ಯಾರ್ಥಿಗಳ ನೋಂದಣಿ (475, 644, 833, 677)
office-address-line2: ಹಳೆ ಅಂಚೆ ಕಛೇರಿ ರಸ್ತೆ, ಹಾಸನ-573201 (775, 35, 875, 43)
sidebar1-photo-banner: DIST WORKING JOURNALIST ASSOCIA (732, 126, 921, 136)
office-address-line1: ವಾಣಿ ವಿಲಾಸ ಸ್ಕೂಲ್ ಹತ್ತಿರ, ಮಹಾವೀರ ವೃತ್ತದ ಬಳಿ, (764, 26, 886, 34)
column-divider (361, 640, 362, 1030)
page-number: 04 (645, 15, 671, 44)
story4-headline: ಅವೈಜ್ಞಾನಿಕ ಕಾಮಗಾರಿಯಿಂದ ವಾರ್ಡ್ ನಿವಾಸಿಗಳಿಗೆ ಸಂಕಷ್ಟ (79, 1047, 626, 1081)
imprint-line2 (5, 1482, 940, 1502)
column-divider (707, 62, 708, 627)
lokesh-photo (398, 506, 472, 584)
sidebar2-byline: ● ಭೀಮ ವಿಜಯ ನ್ಯೂಸ್ (775, 1174, 925, 1184)
masthead (5, 5, 940, 55)
womens-day-photo (10, 712, 175, 780)
sidebar1-byline: ● ಭೀಮ ವಿಜಯ ನ್ಯೂಸ್ (770, 230, 920, 240)
story2-headline-line1: ಬೇಲೂರಿನಲ್ಲಿ ಮಹಿಳಾ ದಿನಾಚರಣೆ (83, 644, 279, 665)
story4-body-col5: ಹೇಳಿದರು. ಮಳೆ ಬಂದಾಗ ಮಾತ್ರ ನೀರು ಯಾವ ದಿಕ್ಕಿಗೆ ಹರಿಯುತ್ತದೆ ಎಂಬುದು ಸ್ಪಷ್ಟವಾಗುತ್ತದೆ. ರಸ್ತೆ ಎತ್ತರ ಹೆಚ್ಚಿಸಿರುವುದರಿಂದ ಮನೆಗಳಿಗೆ ನೀರು ನುಗ್ಗುವ ಸಾಧ್ಯತೆ ಇದೆ ಎಂದು ಆತಂಕ ವ್ಯಕ್ತಪಡಿಸಿದರು. ಈ ಕಾಮಗಾರಿ ಇನ್ನೂ ಹಲವು ದಿನಗಳ ಕಾಲ ನಡೆಯಲಿದೆ. ಯುಜಿಡಿ ಕಾಮಗಾರಿ 19ರಂದು ನಡೆಯುತ್ತಿರುವುದರಿಂದ ಅದರೊಳಗೆ ರಸ್ತೆ ಡಾಂಬರೀಕರಣ ಕಾರ್ಯ ಪೂರ್ಣಗೊಳ್ಳುವ ಸಾಧ್ಯತೆ ಇದೆ ಎಂದರು. ಈಗಾಗಲೇ ಕೆಲವು ರಸ್ತೆಗಳಲ್ಲಿ ಯುಜಿಡಿ ವ್ಯವಸ್ಥೆಗೆ ಯುಜಿ ಕೇಬಲ್ ಅಳವಡಿಕೆ ಕಾರ್ಯ ಬಹುತೇಕ ಮುಗಿದಿದ್ದು, ಪಿಲ್ಲರ್ ಮೌಂಟ್ ಹಾಗೂ ಕನೆಕ್ಷನ್ ಮಾತ್ರ ಬಾಕಿ ಇದೆ. ಆ ಕೆಲಸವೂ ಶೀಘ್ರದಲ್ಲೇ ಪೂರ್ಣಗೊಳ್ಳಲಿದೆ ಎಂದು ಅವರು ಮಾಹಿತಿ ನಮಗೆ ನೀಡಿದ್ದಾರೆ ಆದರೆ ಎಲ್ಲಾ ಹೇಳಿಕೆಗಳು ಜಾತ್ರೆ ಶುರುವಾಗುವುದರೊಳಗೆ ಮುಗಿಯಬೇಕು ಇಲ್ಲದಿದ್ದರೆ ಮುಂದೆ ಜನರು ಸಂಕಷ್ಟ ಎದುರಿಸುವ ಸಂದರ್ಭ ಒದಗಿ ಬರಬಹುದು ಎಂದು ಎಚ್ಚರಿಕೆ ನೀಡಿದರು. ಈ ವೇಳೆ ಯುಜಿಡಿ ಎಇಇ ಇಂಜಿನಿಯರ್ ಆನಂದ್ ಕಾಂಬ್ಳೆ ಮಾತನಾಡಿ ನಮಗೆ ಮಾಧ್ಯಮದ ಮೂಲಕ ಕೆಲವು ಅನಾನುಕೂಲತೆಗಳ ಬಗ್ಗೆ ಮಾಹಿತಿ ಬಂದಿದ್ದು ಅದರ ಬಗ್ಗೆ ಗಮನ ಹರಿಸಿ ನ್ಯೂನ್ಯತೆಗಳನ್ನು ಸರಿಪಡಿಸಿ ಉತ್ತಮ ಗುಣಮಟ್ಟದ ಕಾಮಗಾರಿಗೆ ಹೆಚ್ಚಿನ ಒತ್ತು ನೀಡಲಾಗಿದೆ ಕೆಲವು ಲೋಪ ದೋಷಗಳಿದ್ದರು ಅದನ್ನು ಸರಿಪಡಿಸಲಾಗುವುದು ಎಂದರು. (484, 1094, 702, 1231)
quote-box-lokesh (246, 378, 476, 586)
newspaper-logo (305, 9, 473, 48)
quote-box-krishna-das (479, 196, 703, 374)
story3-body-col2: ರಾಜ್ಯಕ್ಕೆ ಎರಡನೇ ಸ್ಥಾನ, ಜಿಲ್ಲೆಗೆ ಮೊದಲ ಸ್ಥಾನ ಪಡೆದಿದ್ದೇವೆ. ಪದವಿ, ಡಿಪ್ಲೊಮಾ ಪದವಿ ಮುಗಿಸಿ ಉದ್ಯೋಗ ದೊರೆಯದ ವಿದ್ಯಾರ್ಥಿಗಳಿಗೆ ಯುವನಿಧಿ ಯೋಜನೆಯ ಲಾಭ ತಲುಪಿಸುವ ಉದ್ದೇಶದಿಂದ ಈ ಕಾರ್ಯಕ್ರಮ ಆಯೋಜಿಸಲಾಗಿದೆ. ತಾಲ್ಲೂಕು ಮಟ್ಟದ ಸಮಿತಿ ಸದಸ್ಯರು ಮತ್ತು ಅಧಿಕಾರಿಗಳು ಈ ಸಮಿತಿ ಮುಂದಾಗಿದ್ದು, ತಾಲ್ಲೂಕಿನ ಎಲ್ಲ ಪದವಿ ಕಾಲೇಜುಗಳಿಗೆ ಭೇಟಿ ಕೊಟ್ಟು ವಿದ್ಯಾರ್ಥಿಗಳಲ್ಲಿ ಜಾಗೃತಿ ಮೂಡಿಸುವ ಕೆಲಸ ಮಾಡಲಾಗುವುದು, ಇದಕ್ಕಾಗಿ ಮಾರ್ಚ್ 23 ರಂದು ಪಟ್ಟಣದ (366, 902, 476, 1017)
imprint-district: Hassan Dist. Karnataka (93, 1483, 240, 1499)
